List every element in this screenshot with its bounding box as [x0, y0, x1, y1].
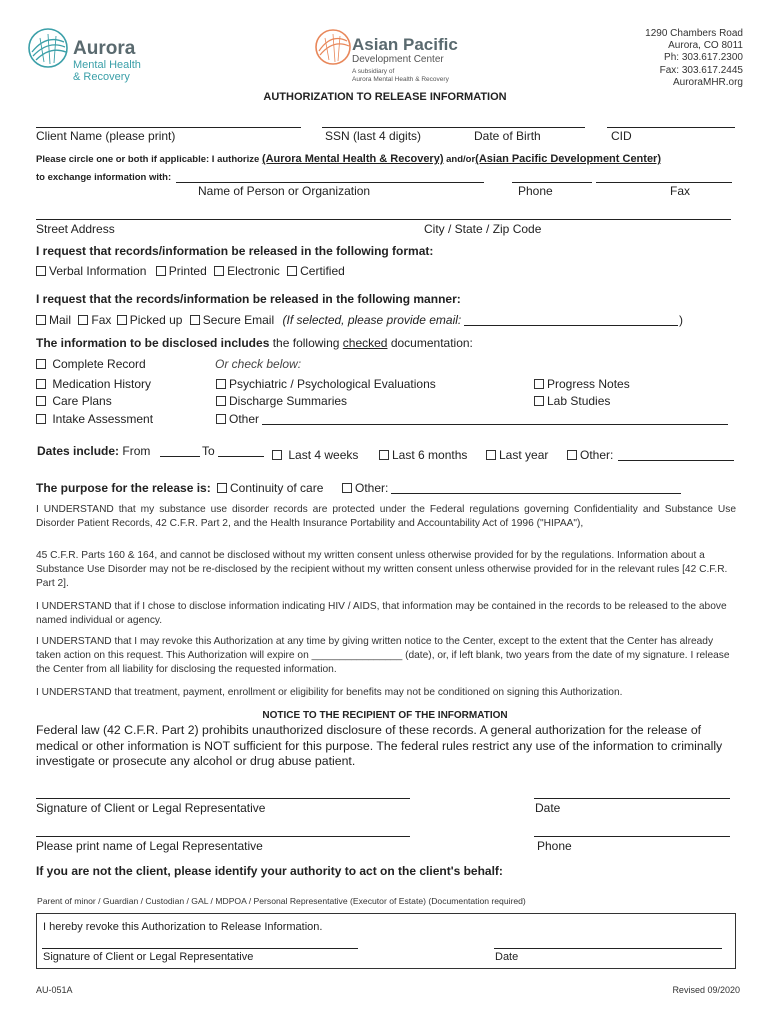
- progress-notes-checkbox[interactable]: [534, 377, 630, 391]
- last-year-label: Last year: [499, 448, 549, 462]
- disclosed-heading-doc: documentation:: [390, 336, 473, 350]
- checkbox-icon[interactable]: [117, 315, 127, 325]
- last-6-months-checkbox[interactable]: [379, 448, 467, 462]
- checkbox-icon[interactable]: [534, 379, 544, 389]
- manner-heading: I request that the records/information be released in the following manner:: [36, 292, 461, 306]
- manner-mail-label: Mail: [49, 313, 72, 327]
- discharge-summaries-label: Discharge Summaries: [229, 394, 348, 408]
- apdc-logo-sub2: Aurora Mental Health & Recovery: [352, 76, 449, 83]
- revoke-date-label: Date: [495, 951, 519, 963]
- dob-field[interactable]: [470, 127, 585, 128]
- last-year-checkbox[interactable]: [486, 448, 548, 462]
- disclosed-heading-rest: the following: [272, 336, 340, 350]
- other-doc-checkbox[interactable]: [216, 412, 259, 426]
- care-plans-checkbox[interactable]: [36, 394, 112, 408]
- ssn-label: SSN (last 4 digits): [325, 129, 422, 143]
- discharge-summaries-checkbox[interactable]: [216, 394, 347, 408]
- recipient-fax-label: Fax: [670, 184, 691, 198]
- continuity-checkbox[interactable]: [217, 481, 323, 495]
- date-from-field[interactable]: [160, 456, 200, 457]
- email-field[interactable]: [464, 325, 678, 326]
- checkbox-icon[interactable]: [272, 450, 282, 460]
- address-phone: Ph: 303.617.2300: [664, 52, 743, 64]
- address-website: AuroraMHR.org: [672, 76, 743, 88]
- client-signature-label: Signature of Client or Legal Representative: [36, 801, 266, 815]
- paragraph-revoke: I UNDERSTAND that I may revoke this Authorization at any time by giving written notice to the Center, except to the extent that the Center has already taken action on this request. This Authorization will expire on ________________ (date), or, if left blank, two years from the date of my signature. I release the Center from all liability for disclosing the requested information.: [36, 636, 730, 675]
- format-verbal-label: Verbal Information: [49, 264, 147, 278]
- progress-notes-label: Progress Notes: [547, 377, 630, 391]
- street-address-label: Street Address: [36, 222, 115, 236]
- disclosed-heading-bold: The information to be disclosed includes: [36, 336, 270, 350]
- address-line: 1290 Chambers Road: [645, 28, 743, 39]
- purpose-label: The purpose for the release is:: [36, 481, 211, 495]
- manner-email-checkbox[interactable]: [190, 313, 274, 327]
- authority-options[interactable]: Parent of minor / Guardian / Custodian / GAL / MDPOA / Personal Representative (Executor of Estate) (Documentation required): [37, 896, 526, 906]
- exchange-label: to exchange information with:: [36, 172, 172, 183]
- dates-other-label: Other:: [580, 448, 614, 462]
- authorize-aurora-option[interactable]: (Aurora Mental Health & Recovery): [261, 153, 444, 165]
- authorize-apdc-option[interactable]: (Asian Pacific Development Center): [475, 153, 662, 165]
- date-to-field[interactable]: [218, 456, 264, 457]
- checkbox-icon[interactable]: [214, 266, 224, 276]
- purpose-other-label: Other:: [355, 481, 389, 495]
- last-4-weeks-checkbox[interactable]: [272, 448, 358, 462]
- care-plans-label: Care Plans: [52, 394, 112, 408]
- or-check-below: Or check below:: [215, 357, 302, 371]
- notice-title: NOTICE TO THE RECIPIENT OF THE INFORMATION: [262, 710, 508, 721]
- client-name-field[interactable]: [36, 127, 301, 128]
- recipient-name-label: Name of Person or Organization: [198, 184, 371, 198]
- revoke-text: I hereby revoke this Authorization to Release Information.: [43, 921, 323, 933]
- address-fax: Fax: 303.617.2445: [659, 64, 743, 76]
- paragraph-redisclosure: 45 C.F.R. Parts 160 & 164, and cannot be disclosed without my written consent unless otherwise provided for by the regulations. Information about a Substance Use Disorder may not be re-disclosed by the recipient without my written consent unless otherwise provided for in the relevant rules [42 C.F.R. Part 2].: [36, 550, 728, 589]
- revision-date: Revised 09/2020: [672, 985, 740, 995]
- checkbox-icon[interactable]: [156, 266, 166, 276]
- purpose-other-field[interactable]: [391, 493, 681, 494]
- format-heading: I request that records/information be released in the following format:: [36, 244, 434, 258]
- checkbox-icon[interactable]: [36, 414, 46, 424]
- checkbox-icon[interactable]: [287, 266, 297, 276]
- cid-field[interactable]: [607, 127, 735, 128]
- recipient-name-field[interactable]: [176, 182, 484, 183]
- manner-mail-checkbox[interactable]: [36, 313, 71, 327]
- checkbox-icon[interactable]: [190, 315, 200, 325]
- notice-body: Federal law (42 C.F.R. Part 2) prohibits unauthorized disclosure of these records. A general authorization for the release of medical or other information is NOT sufficient for this purpose. The federal rules restrict any use of the information to criminally investigate or prosecute any alcohol or drug abuse patient.: [36, 723, 723, 768]
- format-electronic-label: Electronic: [227, 264, 280, 278]
- psych-evaluations-checkbox[interactable]: [216, 377, 436, 391]
- signature-date-label: Date: [535, 801, 561, 815]
- format-certified-label: Certified: [300, 264, 345, 278]
- lab-studies-checkbox[interactable]: [534, 394, 610, 408]
- legal-rep-phone-field[interactable]: [534, 836, 730, 837]
- aurora-logo-name: Aurora: [73, 38, 136, 59]
- other-doc-label: Other: [229, 412, 260, 426]
- street-address-field[interactable]: [36, 219, 731, 220]
- manner-fax-label: Fax: [91, 313, 112, 327]
- apdc-logo-sub1: A subsidiary of: [352, 68, 395, 75]
- dob-label: Date of Birth: [474, 129, 541, 143]
- dates-to-label: To: [202, 444, 215, 458]
- checkbox-icon[interactable]: [217, 483, 227, 493]
- email-note: (If selected, please provide email:: [282, 313, 462, 327]
- checkbox-icon[interactable]: [36, 315, 46, 325]
- manner-options: [36, 313, 461, 327]
- address-block: [645, 28, 743, 89]
- disclosed-heading: [36, 336, 473, 350]
- legal-rep-name-field[interactable]: [36, 836, 410, 837]
- authorize-line: [36, 153, 661, 165]
- checkbox-icon[interactable]: [36, 379, 46, 389]
- authorize-prefix: Please circle one or both if applicable: I authorize: [36, 154, 260, 165]
- checkbox-icon[interactable]: [216, 379, 226, 389]
- checkbox-icon[interactable]: [342, 483, 352, 493]
- paragraph-cfr-part2: I UNDERSTAND that my substance use disorder records are protected under the Federal regulations governing Confidentiality and Substance Use Disorder Patient Records, 42 C.F.R. Part 2, and the Health Insurance Portability and Accountability Act of 1996 ("HIPAA"),: [36, 504, 736, 529]
- recipient-fax-field[interactable]: [596, 182, 732, 183]
- medication-history-checkbox[interactable]: [36, 377, 151, 391]
- last-6-months-label: Last 6 months: [392, 448, 468, 462]
- manner-fax-checkbox[interactable]: [78, 313, 111, 327]
- format-verbal-checkbox[interactable]: [36, 264, 146, 278]
- authorize-and-or: and/or: [446, 154, 476, 165]
- address-line: Aurora, CO 8011: [668, 40, 743, 52]
- city-state-zip-label: City / State / Zip Code: [424, 222, 542, 236]
- apdc-logo-icon: [313, 27, 353, 67]
- checkbox-icon[interactable]: [567, 450, 577, 460]
- format-printed-checkbox[interactable]: [156, 264, 207, 278]
- psych-evaluations-label: Psychiatric / Psychological Evaluations: [229, 377, 436, 391]
- continuity-label: Continuity of care: [230, 481, 324, 495]
- authority-heading: If you are not the client, please identify your authority to act on the client's behalf:: [36, 864, 503, 878]
- disclosed-heading-checked: checked: [342, 336, 388, 350]
- dates-other-checkbox[interactable]: [567, 448, 613, 462]
- checkbox-icon[interactable]: [78, 315, 88, 325]
- aurora-logo-line1: Mental Health: [73, 59, 141, 71]
- revoke-signature-field[interactable]: [42, 948, 358, 949]
- dates-include: [37, 444, 150, 458]
- manner-pickup-label: Picked up: [129, 313, 183, 327]
- intake-assessment-checkbox[interactable]: [36, 412, 153, 426]
- checkbox-icon[interactable]: [36, 359, 46, 369]
- ssn-field[interactable]: [322, 127, 477, 128]
- checkbox-icon[interactable]: [36, 266, 46, 276]
- checkbox-icon[interactable]: [379, 450, 389, 460]
- aurora-logo-line2: & Recovery: [73, 71, 130, 83]
- other-doc-field[interactable]: [262, 424, 728, 425]
- email-close-paren: ): [679, 313, 683, 327]
- lab-studies-label: Lab Studies: [547, 394, 611, 408]
- checkbox-icon[interactable]: [216, 414, 226, 424]
- intake-assessment-label: Intake Assessment: [52, 412, 154, 426]
- client-signature-field[interactable]: [36, 798, 410, 799]
- purpose-other-checkbox[interactable]: [342, 481, 388, 495]
- checkbox-icon[interactable]: [534, 396, 544, 406]
- paragraph-hiv: I UNDERSTAND that if I chose to disclose information indicating HIV / AIDS, that information may be contained in the records to be released to the above named individual or agency.: [36, 601, 727, 626]
- dates-from-label: From: [122, 444, 151, 458]
- format-electronic-checkbox[interactable]: [214, 264, 280, 278]
- legal-rep-phone-label: Phone: [537, 839, 572, 853]
- apdc-logo-line1: Development Center: [352, 54, 444, 65]
- page-title: AUTHORIZATION TO RELEASE INFORMATION: [263, 91, 507, 103]
- format-options: [36, 264, 345, 278]
- checkbox-icon[interactable]: [216, 396, 226, 406]
- last-4-weeks-label: Last 4 weeks: [288, 448, 359, 462]
- format-printed-label: Printed: [168, 264, 207, 278]
- revoke-date-field[interactable]: [494, 948, 722, 949]
- recipient-phone-field[interactable]: [512, 182, 592, 183]
- aurora-logo-icon: [26, 26, 70, 70]
- checkbox-icon[interactable]: [36, 396, 46, 406]
- complete-record-checkbox[interactable]: [36, 357, 146, 371]
- format-certified-checkbox[interactable]: [287, 264, 345, 278]
- manner-pickup-checkbox[interactable]: [117, 313, 183, 327]
- checkbox-icon[interactable]: [486, 450, 496, 460]
- cid-label: CID: [611, 129, 632, 143]
- apdc-logo-name: Asian Pacific: [352, 35, 458, 54]
- medication-history-label: Medication History: [52, 377, 152, 391]
- revoke-signature-label: Signature of Client or Legal Representative: [43, 951, 254, 963]
- signature-date-field[interactable]: [534, 798, 730, 799]
- manner-email-label: Secure Email: [202, 313, 275, 327]
- dates-label: Dates include:: [37, 444, 120, 458]
- dates-other-field[interactable]: [618, 460, 734, 461]
- recipient-phone-label: Phone: [518, 184, 553, 198]
- client-name-label: Client Name (please print): [36, 129, 176, 143]
- complete-record-label: Complete Record: [52, 357, 146, 371]
- paragraph-conditions: I UNDERSTAND that treatment, payment, enrollment or eligibility for benefits may not be conditioned on signing this Authorization.: [36, 687, 623, 698]
- legal-rep-name-label: Please print name of Legal Representative: [36, 839, 263, 853]
- form-id: AU-051A: [36, 985, 73, 995]
